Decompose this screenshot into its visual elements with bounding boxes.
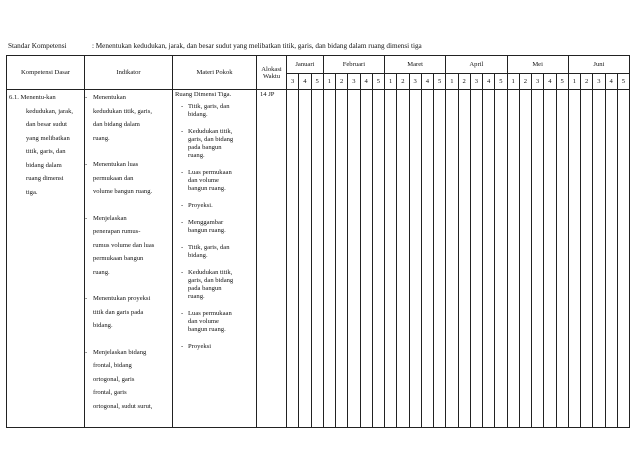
- week-cell: [311, 90, 323, 428]
- indikator-line: bidang.: [93, 322, 113, 329]
- materi-title: Ruang Dimensi Tiga.: [175, 91, 232, 98]
- indikator-line: ruang.: [93, 268, 110, 276]
- week-number: 2: [519, 74, 531, 90]
- dash-marker: -: [181, 343, 184, 350]
- week-cell: [372, 90, 384, 428]
- materi-item: [175, 244, 254, 260]
- materi-line: pada bangun: [188, 285, 222, 292]
- indikator-line: ortogonal, sudut surut,: [93, 402, 153, 410]
- week-number: 3: [532, 74, 544, 90]
- materi-pokok-cell: [173, 90, 257, 428]
- indikator-line: titik dan garis pada: [93, 308, 144, 316]
- dash-marker: -: [181, 103, 184, 110]
- indikator-line: rumus volume dan luas: [93, 241, 155, 249]
- materi-line: bangun ruang.: [188, 185, 226, 192]
- materi-line: Luas permukaan: [188, 169, 232, 176]
- materi-item: [175, 219, 254, 235]
- indikator-line: permukaan bangun: [93, 255, 144, 262]
- week-cell: [421, 90, 433, 428]
- alokasi-waktu-cell: 14 JP: [257, 90, 287, 428]
- materi-line: Luas permukaan: [188, 310, 232, 317]
- week-number: 2: [336, 74, 348, 90]
- week-cell: [519, 90, 531, 428]
- week-number: 2: [581, 74, 593, 90]
- kd-line: [9, 91, 82, 105]
- kd-line: titik, garis, dan: [26, 148, 66, 155]
- dash-marker: -: [181, 202, 184, 209]
- kd-line: bidang dalam: [26, 161, 62, 169]
- week-cell: [605, 90, 617, 428]
- materi-line: Proyeksi: [188, 343, 212, 350]
- materi-item: [175, 103, 254, 119]
- materi-line: Titik, garis, dan: [188, 244, 230, 251]
- indikator-line: ruang.: [93, 134, 110, 142]
- week-number: 2: [397, 74, 409, 90]
- materi-line: bangun ruang.: [188, 227, 226, 234]
- header-alokasi-waktu: Alokasi Waktu: [257, 56, 287, 90]
- indikator-line: frontal, garis: [93, 389, 127, 396]
- indikator-line: Menentukan luas: [93, 161, 139, 168]
- kd-line: ruang dimensi: [26, 175, 64, 182]
- materi-line: bidang.: [188, 252, 208, 259]
- indikator-item: [87, 158, 170, 199]
- week-number: 1: [568, 74, 580, 90]
- kd-line: yang melibatkan: [26, 134, 70, 142]
- month-header: Januari: [287, 56, 324, 74]
- month-header: Mei: [507, 56, 568, 74]
- materi-line: Titik, garis, dan: [188, 103, 230, 110]
- materi-line: ruang.: [188, 152, 205, 159]
- month-header: April: [446, 56, 507, 74]
- kompetensi-dasar-cell: [7, 90, 88, 428]
- week-number: 4: [299, 74, 311, 90]
- materi-item: [175, 310, 254, 334]
- indikator-line: permukaan dan: [93, 174, 134, 182]
- week-number: 5: [311, 74, 323, 90]
- week-number: 2: [458, 74, 470, 90]
- dash-marker: -: [181, 169, 184, 176]
- week-cell: [385, 90, 397, 428]
- materi-item: [175, 169, 254, 193]
- silabus-table: [6, 55, 630, 428]
- week-cell: [299, 90, 311, 428]
- week-number: 4: [421, 74, 433, 90]
- week-number: 5: [372, 74, 384, 90]
- week-cell: [446, 90, 458, 428]
- materi-item: [175, 343, 254, 351]
- week-cell: [507, 90, 519, 428]
- indikator-line: frontal, bidang: [93, 362, 132, 369]
- week-cell: [556, 90, 568, 428]
- week-number: 4: [605, 74, 617, 90]
- materi-line: dan volume: [188, 177, 219, 184]
- week-number: 3: [593, 74, 605, 90]
- indikator-line: kedudukan titik, garis,: [93, 107, 152, 115]
- week-cell: [495, 90, 507, 428]
- week-number: 1: [323, 74, 335, 90]
- dash-marker: -: [181, 244, 184, 251]
- indikator-line: volume bangun ruang.: [93, 188, 153, 195]
- materi-line: bangun ruang.: [188, 326, 226, 333]
- dash-marker: -: [85, 348, 88, 356]
- indikator-line: Menjelaskan bidang: [93, 348, 147, 356]
- kd-number: 6.1.: [9, 94, 19, 101]
- week-cell: [532, 90, 544, 428]
- materi-line: garis, dan bidang: [188, 136, 234, 143]
- week-cell: [434, 90, 446, 428]
- week-number: 5: [434, 74, 446, 90]
- indikator-item: [87, 212, 170, 280]
- week-cell: [348, 90, 360, 428]
- indikator-line: dan bidang dalam: [93, 121, 140, 128]
- indikator-line: ortogonal, garis: [93, 375, 135, 383]
- week-cell: [593, 90, 605, 428]
- materi-line: pada bangun: [188, 144, 222, 151]
- dash-marker: -: [181, 310, 184, 317]
- header-materi-pokok: Materi Pokok: [173, 56, 257, 90]
- week-cell: [544, 90, 556, 428]
- dash-marker: -: [181, 128, 184, 135]
- week-cell: [458, 90, 470, 428]
- kd-line: dan besar sudut: [26, 121, 68, 128]
- indikator-line: Menentukan proyeksi: [93, 295, 151, 302]
- week-cell: [287, 90, 299, 428]
- dash-marker: -: [85, 295, 88, 302]
- week-number: 4: [483, 74, 495, 90]
- week-cell: [360, 90, 372, 428]
- materi-item: [175, 128, 254, 160]
- week-cell: [483, 90, 495, 428]
- materi-line: ruang.: [188, 293, 205, 300]
- header-kompetensi-dasar: Kompetensi Dasar: [7, 56, 85, 90]
- week-cell: [470, 90, 482, 428]
- week-number: 3: [287, 74, 299, 90]
- week-number: 1: [385, 74, 397, 90]
- materi-line: bidang.: [188, 111, 208, 118]
- dash-marker: -: [85, 214, 88, 222]
- month-header: Februari: [323, 56, 384, 74]
- month-header: Juni: [568, 56, 629, 74]
- dash-marker: -: [85, 161, 88, 168]
- week-number: 5: [556, 74, 568, 90]
- kd-line: kedudukan, jarak,: [26, 107, 74, 115]
- standar-kompetensi-label: Standar Kompetensi: [8, 42, 67, 50]
- week-number: 3: [348, 74, 360, 90]
- week-number: 3: [409, 74, 421, 90]
- week-number: 1: [507, 74, 519, 90]
- week-number: 5: [617, 74, 629, 90]
- month-header: Maret: [385, 56, 446, 74]
- dash-marker: -: [181, 219, 184, 226]
- materi-line: garis, dan bidang: [188, 277, 234, 284]
- indikator-line: Menjelaskan: [93, 214, 127, 222]
- indikator-line: Menentukan: [93, 94, 126, 101]
- indikator-item: [87, 91, 170, 145]
- header-indikator: Indikator: [85, 56, 173, 90]
- week-number: 3: [470, 74, 482, 90]
- week-number: 1: [446, 74, 458, 90]
- standar-kompetensi-value: : Menentukan kedudukan, jarak, dan besar sudut yang melibatkan titik, garis, dan bidang dalam ruang dimensi tiga: [92, 42, 422, 50]
- week-cell: [617, 90, 629, 428]
- indikator-line: penerapan rumus-: [93, 228, 141, 235]
- week-cell: [323, 90, 335, 428]
- week-cell: [581, 90, 593, 428]
- week-number: 4: [360, 74, 372, 90]
- kd-line: tiga.: [26, 188, 38, 196]
- indikator-item: [87, 292, 170, 333]
- materi-item: [175, 202, 254, 210]
- week-cell: [336, 90, 348, 428]
- kd-text: Menentu-kan: [20, 94, 56, 101]
- dash-marker: -: [85, 94, 88, 101]
- materi-line: dan volume: [188, 318, 219, 325]
- week-number: 5: [495, 74, 507, 90]
- materi-item: [175, 269, 254, 301]
- materi-line: Proyeksi.: [188, 202, 213, 209]
- week-cell: [568, 90, 580, 428]
- indikator-cell: [85, 90, 173, 428]
- week-cell: [397, 90, 409, 428]
- materi-line: Menggambar: [188, 219, 224, 226]
- indikator-item: [87, 346, 170, 414]
- dash-marker: -: [181, 269, 184, 276]
- week-cell: [409, 90, 421, 428]
- materi-line: Kedudukan titik,: [188, 128, 233, 135]
- materi-line: Kedudukan titik,: [188, 269, 233, 276]
- week-number: 4: [544, 74, 556, 90]
